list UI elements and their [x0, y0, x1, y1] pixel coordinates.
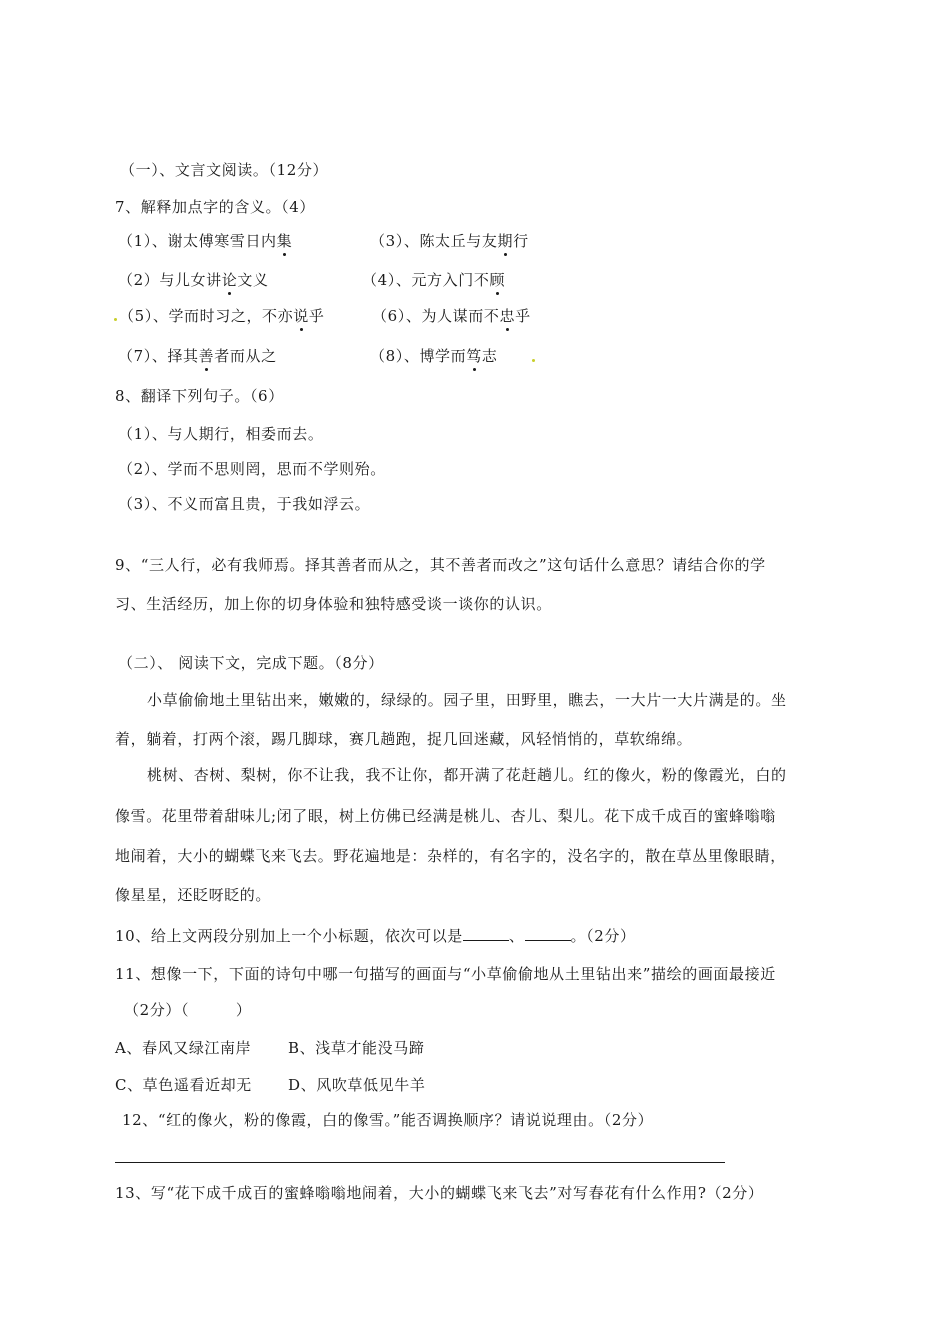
q7-item-3: （3）、陈太丘与友期行: [370, 232, 529, 250]
q11-line-1: 11、想像一下，下面的诗句中哪一句描写的画面与“小草偷偷地从土里钻出来”描绘的画面最接近: [115, 965, 776, 983]
speck-mark: [114, 318, 117, 321]
answer-blank-2[interactable]: [525, 926, 571, 941]
q11-option-a: A、春风又绿江南岸: [115, 1039, 252, 1057]
q11-option-d: D、风吹草低见牛羊: [288, 1076, 426, 1094]
q11-option-c: C、草色遥看近却无: [115, 1076, 252, 1094]
q7-item-4: （4）、元方入门不顾: [362, 271, 506, 289]
q9-line-1: 9、“三人行，必有我师焉。择其善者而从之，其不善者而改之”这句话什么意思？请结合你的学: [115, 556, 766, 574]
q11-option-b: B、浅草才能没马蹄: [288, 1039, 425, 1057]
q7-item-2: （2）与儿女讲论文义: [118, 271, 269, 289]
para2-line-3: 地闹着，大小的蝴蝶飞来飞去。野花遍地是：杂样的，有名字的，没名字的，散在草丛里像眼睛，: [115, 847, 786, 865]
q12: 12、“红的像火，粉的像霞，白的像雪。”能否调换顺序？请说说理由。（2分）: [122, 1111, 654, 1129]
q8-item-1: （1）、与人期行，相委而去。: [118, 425, 324, 443]
q8-item-3: （3）、不义而富且贵，于我如浮云。: [118, 495, 371, 513]
answer-line[interactable]: [115, 1162, 725, 1163]
para1-line-1: 小草偷偷地土里钻出来，嫩嫩的，绿绿的。园子里，田野里，瞧去，一大片一大片满是的。坐: [147, 691, 787, 709]
section2-title: （二）、 阅读下文，完成下题。（8分）: [118, 654, 384, 672]
para2-line-2: 像雪。花里带着甜味儿;闭了眼，树上仿佛已经满是桃儿、杏儿、梨儿。花下成千成百的蜜蜂嗡嗡: [115, 807, 776, 825]
para2-line-1: 桃树、杏树、梨树，你不让我，我不让你，都开满了花赶趟儿。红的像火，粉的像霞光，白的: [147, 766, 787, 784]
para1-line-2: 着，躺着，打两个滚，踢几脚球，赛几趟跑，捉几回迷藏，风轻悄悄的，草软绵绵。: [115, 730, 693, 748]
q7-item-1: （1）、谢太傅寒雪日内集: [118, 232, 293, 250]
q11-line-2: （2分）（ ）: [124, 1001, 252, 1019]
q7-item-8: （8）、博学而笃志: [370, 347, 498, 365]
q13: 13、写“花下成千成百的蜜蜂嗡嗡地闹着，大小的蝴蝶飞来飞去”对写春花有什么作用?（2分）: [115, 1184, 764, 1202]
q7-item-7: （7）、择其善者而从之: [118, 347, 277, 365]
q10: 10、给上文两段分别加上一个小标题，依次可以是 、 。（2分）: [115, 927, 636, 945]
q7-item-6: （6）、为人谋而不忠乎: [372, 307, 531, 325]
answer-blank-1[interactable]: [463, 926, 509, 941]
q8-item-2: （2）、学而不思则罔，思而不学则殆。: [118, 460, 386, 478]
para2-line-4: 像星星，还眨呀眨的。: [115, 886, 272, 904]
q7-item-5: （5）、学而时习之，不亦说乎: [119, 307, 325, 325]
q9-line-2: 习、生活经历，加上你的切身体验和独特感受谈一谈你的认识。: [115, 595, 552, 613]
q7-prompt: 7、解释加点字的含义。（4）: [115, 198, 315, 216]
speck-mark: [532, 359, 535, 362]
q8-prompt: 8、翻译下列句子。（6）: [115, 387, 284, 405]
section1-title: （一）、文言文阅读。（12分）: [120, 161, 329, 179]
